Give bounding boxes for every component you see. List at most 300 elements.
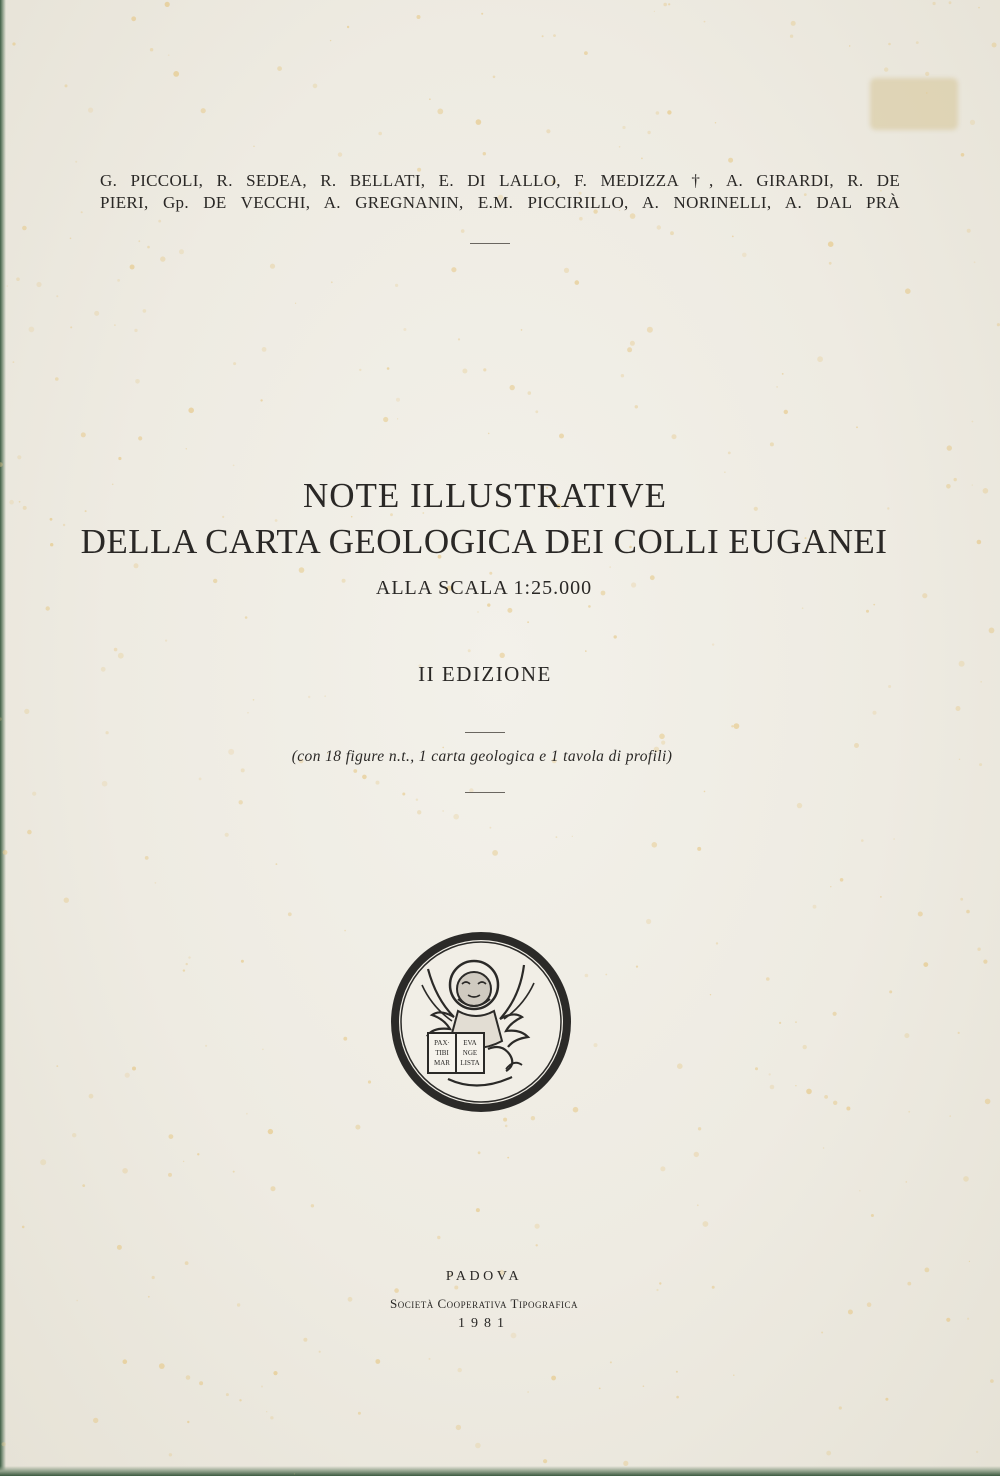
paper-speck [970, 120, 975, 125]
paper-speck [262, 347, 267, 352]
paper-speck [605, 974, 607, 976]
paper-speck [454, 1286, 458, 1290]
paper-speck [114, 324, 116, 326]
paper-speck [188, 408, 194, 414]
paper-speck [185, 1261, 189, 1265]
paper-speck [609, 566, 611, 568]
paper-speck [769, 1073, 771, 1075]
paper-speck [535, 410, 538, 413]
paper-speck [50, 518, 53, 521]
paper-speck [222, 516, 224, 518]
paper-speck [923, 962, 928, 967]
paper-speck [239, 800, 243, 804]
paper-speck [888, 43, 891, 46]
paper-speck [734, 723, 740, 729]
paper-speck [585, 650, 587, 652]
imprint-year: 1981 [458, 1316, 510, 1331]
paper-speck [330, 40, 331, 41]
paper-speck [826, 1451, 831, 1456]
paper-speck [643, 1385, 645, 1387]
paper-speck [795, 1085, 796, 1086]
paper-speck [636, 966, 638, 968]
paper-speck [188, 956, 190, 958]
paper-speck [572, 836, 573, 837]
paper-speck [131, 16, 136, 21]
paper-speck [443, 810, 444, 811]
paper-speck [2, 1442, 6, 1446]
paper-speck [12, 42, 15, 45]
paper-speck [985, 1099, 991, 1105]
paper-speck [663, 3, 667, 7]
paper-speck [351, 516, 353, 518]
paper-speck [135, 379, 140, 384]
paper-speck [173, 71, 179, 77]
paper-speck [661, 741, 665, 745]
paper-speck [856, 426, 858, 428]
paper-speck [728, 158, 733, 163]
paper-speck [654, 11, 655, 12]
paper-speck [536, 1244, 538, 1246]
paper-speck [779, 1022, 781, 1024]
paper-speck [728, 452, 731, 455]
paper-speck [594, 1043, 598, 1047]
paper-speck [575, 280, 580, 285]
paper-speck [511, 1333, 517, 1339]
paper-speck [668, 3, 670, 5]
paper-speck [7, 285, 8, 286]
paper-speck [3, 850, 8, 855]
paper-speck [376, 781, 380, 785]
paper-speck [585, 974, 589, 978]
paper-speck [271, 1186, 276, 1191]
paper-speck [187, 1421, 189, 1423]
paper-speck [260, 399, 262, 401]
paper-speck [770, 1085, 775, 1090]
paper-speck [983, 960, 987, 964]
paper-speck [65, 84, 68, 87]
paper-speck [118, 457, 121, 460]
paper-speck [884, 67, 888, 71]
paper-speck [483, 368, 486, 371]
paper-speck [143, 309, 147, 313]
paper-speck [621, 374, 624, 377]
svg-text:EVA: EVA [463, 1039, 477, 1047]
paper-speck [813, 905, 817, 909]
paper-speck [295, 303, 296, 304]
paper-speck [564, 268, 569, 273]
paper-speck [233, 362, 236, 365]
paper-speck [117, 279, 120, 282]
paper-speck [165, 640, 167, 642]
paper-speck [378, 132, 382, 136]
edition-label: II EDIZIONE [418, 662, 552, 686]
paper-speck [715, 122, 716, 123]
paper-speck [55, 377, 59, 381]
paper-speck [458, 1368, 462, 1372]
paper-speck [579, 217, 583, 221]
paper-speck [179, 249, 184, 254]
paper-speck [698, 1127, 701, 1130]
paper-speck [13, 361, 15, 363]
paper-speck [253, 146, 254, 147]
paper-speck [958, 1032, 960, 1034]
paper-speck [849, 45, 850, 46]
paper-speck [476, 119, 482, 125]
paper-speck [362, 775, 367, 780]
paper-speck [138, 240, 140, 242]
paper-speck [168, 54, 170, 56]
paper-speck [716, 942, 718, 944]
paper-speck [22, 1226, 25, 1229]
paper-speck [387, 367, 390, 370]
paper-speck [885, 1398, 888, 1401]
paper-speck [197, 1153, 199, 1155]
paper-speck [880, 896, 882, 898]
paper-speck [790, 35, 793, 38]
paper-speck [908, 1111, 910, 1113]
paper-speck [226, 1393, 229, 1396]
paper-speck [782, 373, 784, 375]
paper-speck [619, 146, 621, 148]
paper-speck [359, 369, 361, 371]
paper-speck [27, 830, 32, 835]
paper-speck [967, 229, 971, 233]
paper-speck [659, 734, 665, 740]
paper-speck [134, 329, 137, 332]
paper-speck [102, 781, 108, 787]
paper-speck [893, 838, 895, 840]
paper-speck [461, 229, 465, 233]
paper-speck [889, 990, 892, 993]
paper-speck [239, 1399, 241, 1401]
paper-speck [823, 1147, 824, 1148]
paper-speck [704, 791, 706, 793]
paper-speck [905, 288, 911, 294]
paper-speck [106, 731, 109, 734]
paper-speck [989, 628, 995, 634]
paper-speck [824, 1095, 828, 1099]
paper-speck [803, 1045, 807, 1049]
paper-speck [622, 126, 625, 129]
paper-speck [132, 1067, 136, 1071]
paper-speck [117, 1245, 122, 1250]
paper-speck [697, 847, 701, 851]
paper-speck [846, 1107, 850, 1111]
paper-speck [32, 792, 36, 796]
paper-speck [828, 241, 834, 247]
paper-speck [122, 1168, 128, 1174]
paper-speck [974, 261, 976, 263]
paper-speck [253, 699, 255, 701]
title-line-2: DELLA CARTA GEOLOGICA DEI COLLI EUGANEI [80, 522, 888, 561]
paper-speck [458, 338, 460, 340]
paper-speck [961, 153, 965, 157]
paper-speck [29, 327, 35, 333]
paper-speck [261, 1386, 263, 1388]
paper-speck [969, 1261, 970, 1262]
paper-speck [599, 1388, 601, 1390]
paper-speck [247, 712, 249, 714]
paper-speck [123, 1359, 128, 1364]
paper-speck [918, 912, 923, 917]
paper-speck [158, 220, 161, 223]
paper-speck [313, 84, 318, 89]
paper-speck [966, 910, 970, 914]
paper-speck [453, 814, 459, 820]
paper-speck [797, 803, 802, 808]
paper-speck [0, 462, 3, 467]
paper-speck [802, 607, 804, 609]
paper-speck [873, 711, 877, 715]
paper-speck [806, 1089, 812, 1095]
paper-speck [94, 311, 99, 316]
paper-speck [960, 898, 963, 901]
paper-speck [704, 21, 706, 23]
svg-text:LISTA: LISTA [460, 1059, 480, 1067]
paper-speck [40, 1159, 46, 1165]
paper-speck [82, 1184, 85, 1187]
authors-line-2: PIERI, Gp. DE VECCHI, A. GREGNANIN, E.M. PICCIRILLO, A. NORINELLI, A. DAL PRÀ [100, 193, 900, 212]
paper-speck [766, 977, 770, 981]
paper-speck [542, 35, 544, 37]
authors-line-1: G. PICCOLI, R. SEDEA, R. BELLATI, E. DI LALLO, F. MEDIZZA †, A. GIRARDI, R. DE [100, 171, 900, 190]
paper-speck [926, 92, 927, 93]
paper-speck [241, 768, 245, 772]
paper-speck [731, 725, 733, 727]
paper-speck [303, 1338, 307, 1342]
paper-speck [245, 616, 248, 619]
paper-speck [16, 277, 20, 281]
imprint-city: PADOVA [445, 1269, 523, 1284]
paper-speck [652, 842, 658, 848]
paper-speck [183, 969, 185, 971]
paper-speck [417, 810, 421, 814]
paper-speck [933, 2, 936, 5]
paper-speck [733, 1375, 734, 1376]
paper-speck [527, 1391, 529, 1393]
paper-speck [630, 341, 635, 346]
paper-speck [551, 1376, 556, 1381]
paper-speck [81, 211, 83, 213]
paper-speck [456, 1425, 461, 1430]
paper-speck [396, 398, 400, 402]
paper-speck [402, 793, 405, 796]
paper-speck [742, 253, 747, 258]
paper-speck [963, 1176, 969, 1182]
paper-speck [88, 108, 93, 113]
paper-speck [155, 882, 157, 884]
paper-speck [553, 34, 556, 37]
paper-speck [483, 152, 486, 155]
paper-speck [672, 434, 677, 439]
paper-speck [429, 1358, 431, 1360]
paper-speck [949, 1115, 951, 1117]
paper-speck [627, 347, 632, 352]
paper-speck [56, 1065, 58, 1067]
paper-speck [169, 1453, 172, 1456]
paper-speck [697, 1204, 699, 1206]
paper-speck [904, 1033, 909, 1038]
paper-speck [770, 442, 774, 446]
paper-speck [468, 649, 471, 652]
paper-speck [368, 1080, 371, 1083]
paper-speck [647, 327, 653, 333]
paper-speck [755, 1067, 758, 1070]
paper-speck [535, 1224, 540, 1229]
paper-speck [262, 1049, 264, 1051]
paper-speck [784, 410, 788, 414]
paper-speck [521, 329, 523, 331]
paper-speck [266, 1411, 267, 1412]
paper-speck [507, 1157, 509, 1159]
svg-text:TIBI: TIBI [435, 1049, 449, 1057]
paper-speck [493, 76, 496, 79]
paper-speck [394, 1288, 399, 1293]
paper-speck [199, 778, 202, 781]
paper-speck [492, 850, 498, 856]
paper-speck [17, 455, 21, 459]
paper-speck [476, 1208, 480, 1212]
scale-subtitle: ALLA SCALA 1:25.000 [375, 577, 593, 599]
paper-speck [241, 960, 244, 963]
paper-speck [505, 1125, 508, 1128]
authors-block [100, 170, 900, 214]
paper-speck [859, 1190, 861, 1192]
paper-speck [299, 567, 305, 573]
paper-speck [355, 1125, 360, 1130]
paper-speck [840, 878, 844, 882]
paper-speck [273, 1371, 277, 1375]
paper-speck [992, 43, 997, 48]
paper-speck [531, 1116, 535, 1120]
paper-speck [694, 1152, 699, 1157]
paper-speck [397, 418, 398, 419]
paper-speck [559, 434, 564, 439]
paper-speck [375, 1359, 380, 1364]
paper-speck [556, 836, 558, 838]
paper-speck [481, 13, 483, 15]
paper-speck [972, 421, 974, 423]
paper-speck [635, 405, 638, 408]
paper-speck [925, 72, 929, 76]
paper-speck [165, 2, 170, 7]
paper-speck [906, 1181, 908, 1183]
paper-speck [833, 1012, 837, 1016]
svg-text:NGE: NGE [462, 1049, 478, 1057]
paper-speck [657, 225, 661, 229]
paper-speck [277, 66, 282, 71]
paper-speck [294, 1473, 295, 1474]
paper-speck [270, 264, 275, 269]
paper-speck [712, 1286, 715, 1289]
paper-speck [660, 1166, 665, 1171]
paper-speck [976, 1451, 978, 1453]
paper-speck [732, 236, 734, 238]
paper-speck [186, 963, 188, 965]
paper-speck [667, 110, 671, 114]
paper-speck [93, 1418, 98, 1423]
paper-speck [347, 26, 349, 28]
paper-speck [462, 369, 467, 374]
paper-speck [676, 1371, 678, 1373]
paper-speck [978, 7, 980, 9]
paper-speck [383, 417, 388, 422]
paper-speck [344, 930, 346, 932]
paper-speck [70, 326, 72, 328]
paper-speck [417, 15, 421, 19]
svg-text:MAR: MAR [434, 1059, 450, 1067]
paper-speck [871, 1214, 874, 1217]
paper-speck [475, 1443, 481, 1449]
paper-speck [56, 295, 58, 297]
lion-of-saint-mark-seal [388, 929, 574, 1115]
paper-speck [225, 833, 229, 837]
paper-speck [647, 131, 650, 134]
paper-speck [186, 1375, 191, 1380]
paper-speck [186, 448, 187, 449]
paper-speck [276, 863, 278, 865]
paper-speck [490, 827, 492, 829]
paper-speck [343, 1037, 347, 1041]
paper-speck [670, 231, 674, 235]
paper-speck [839, 1406, 842, 1409]
paper-speck [641, 158, 643, 160]
paper-speck [338, 152, 342, 156]
paper-speck [159, 1363, 165, 1369]
paper-speck [830, 886, 831, 887]
paper-speck [138, 436, 142, 440]
paper-speck [416, 799, 418, 801]
paper-speck [543, 1459, 547, 1463]
paper-speck [270, 1416, 273, 1419]
paper-speck [503, 1118, 507, 1122]
paper-speck [451, 267, 456, 272]
paper-speck [183, 1161, 184, 1162]
paper-speck [546, 129, 550, 133]
paper-speck [331, 281, 333, 283]
paper-speck [489, 572, 492, 575]
paper-speck [403, 328, 406, 331]
paper-speck [64, 898, 69, 903]
paper-speck [861, 839, 864, 842]
paper-speck [588, 605, 591, 608]
divider-rule-top [470, 243, 510, 244]
paper-speck [81, 432, 86, 437]
contents-note: (con 18 figure n.t., 1 carta geologica e 1 tavola di profili) [291, 748, 673, 765]
paper-speck [46, 606, 50, 610]
paper-speck [712, 643, 714, 645]
paper-speck [125, 1073, 130, 1078]
paper-speck [947, 445, 952, 450]
paper-speck [134, 563, 139, 568]
paper-speck [833, 1101, 837, 1105]
paper-speck [311, 1204, 314, 1207]
paper-speck [233, 1171, 235, 1173]
paper-speck [630, 213, 636, 219]
paper-speck [817, 356, 823, 362]
paper-speck [873, 604, 875, 606]
paper-speck [437, 1236, 440, 1239]
paper-speck [614, 635, 617, 638]
paper-speck [288, 912, 292, 916]
paper-speck [488, 433, 490, 435]
paper-speck [199, 1381, 203, 1385]
paper-speck [168, 1173, 172, 1177]
paper-speck [160, 256, 165, 261]
paper-speck [147, 246, 150, 249]
paper-speck [36, 282, 41, 287]
paper-speck [150, 48, 153, 51]
